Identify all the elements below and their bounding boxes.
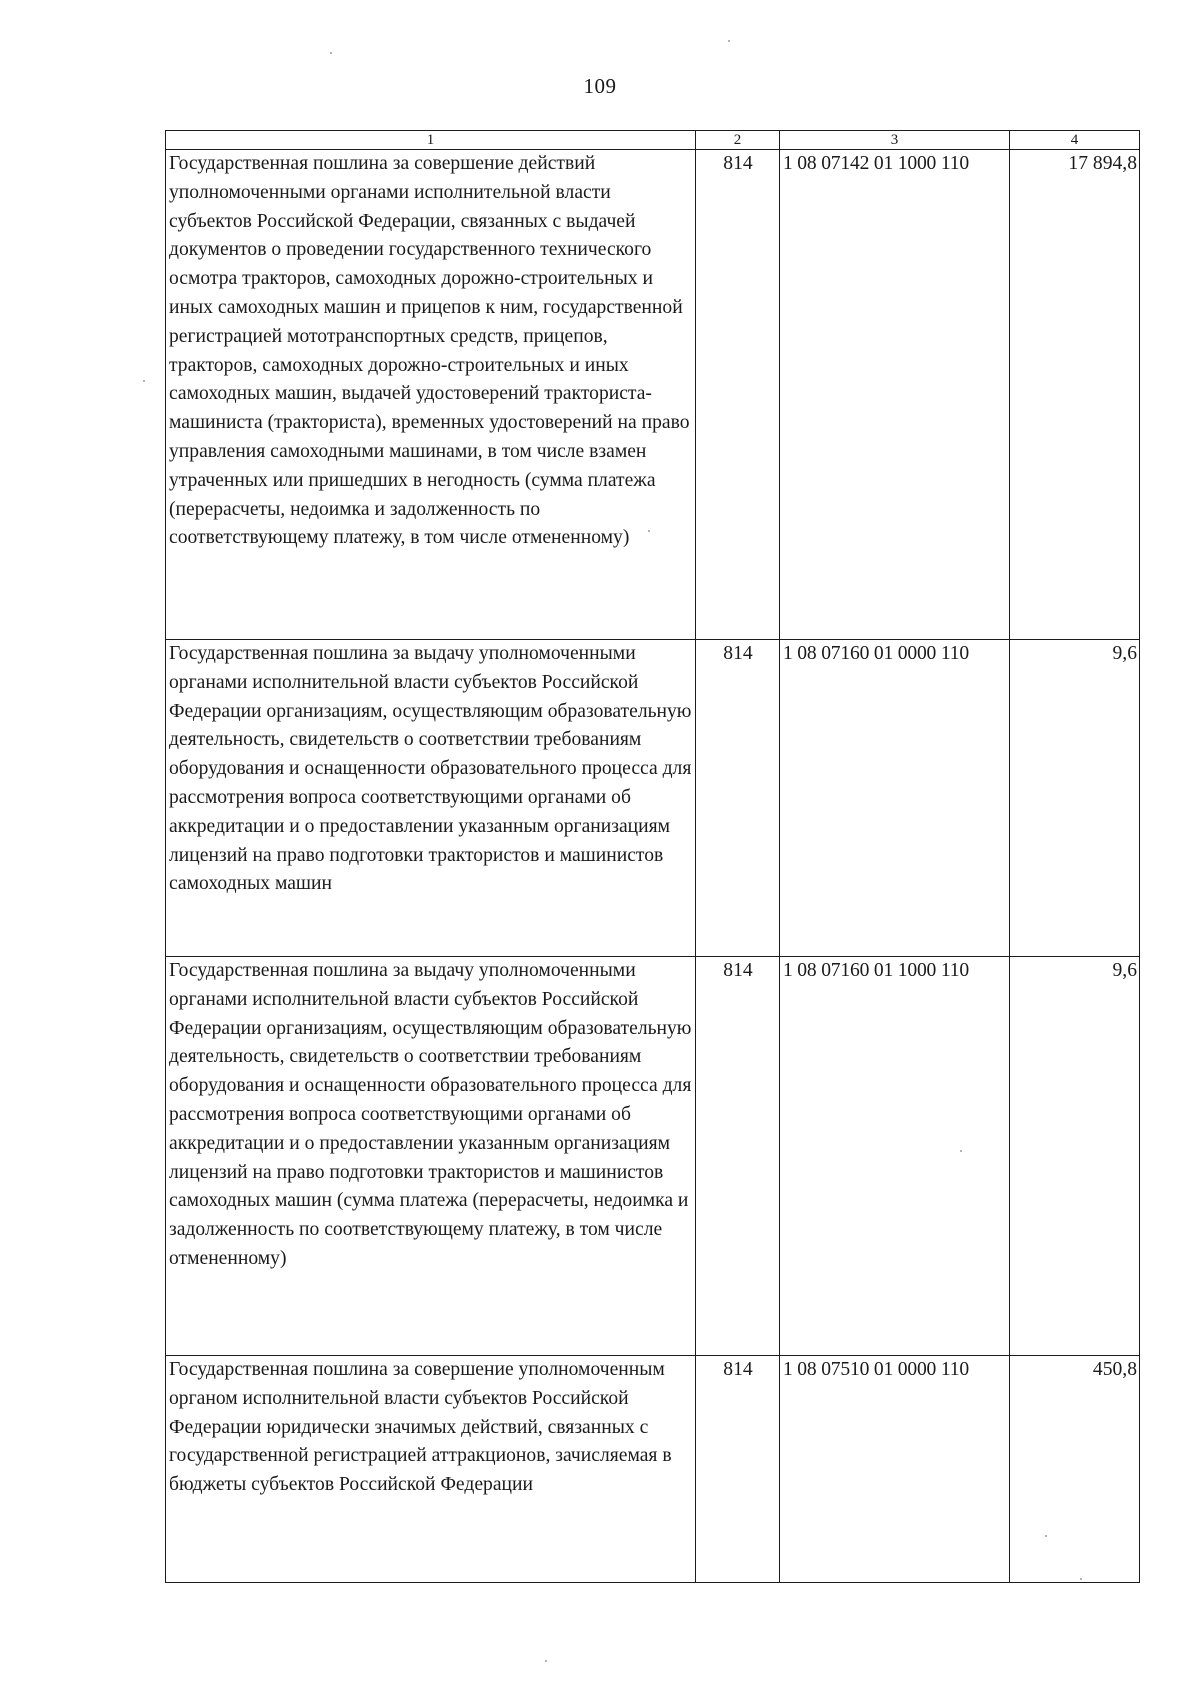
column-number-4: 4 <box>1010 131 1140 150</box>
scan-speckle <box>330 52 332 54</box>
column-number-2: 2 <box>696 131 780 150</box>
row-admin-code: 814 <box>696 150 780 640</box>
scan-speckle <box>1045 1535 1047 1537</box>
row-amount: 9,6 <box>1010 957 1140 1356</box>
row-amount: 450,8 <box>1010 1356 1140 1583</box>
row-admin-code: 814 <box>696 1356 780 1583</box>
scan-speckle <box>960 1150 962 1152</box>
row-admin-code: 814 <box>696 640 780 957</box>
row-budget-code: 1 08 07510 01 0000 110 <box>780 1356 1010 1583</box>
table-header-row <box>166 131 1140 150</box>
column-number-1: 1 <box>166 131 696 150</box>
row-description: Государственная пошлина за выдачу уполномоченными органами исполнительной власти субъектов Российской Федерации организациям, осуществляющим образовательную деятельность, свидетельств о соответствии требованиям оборудования и оснащенности образовательного процесса для рассмотрения вопроса соответствующими органами об аккредитации и о предоставлении указанным организациям лицензий на право подготовки трактористов и машинистов самоходных машин (сумма платежа (перерасчеты, недоимка и задолженность по соответствующему платежу, в том числе отмененному) <box>166 957 696 1356</box>
table-row <box>166 1356 1140 1583</box>
row-admin-code: 814 <box>696 957 780 1356</box>
table-row <box>166 640 1140 957</box>
row-budget-code: 1 08 07160 01 1000 110 <box>780 957 1010 1356</box>
scan-speckle <box>728 40 730 42</box>
row-description: Государственная пошлина за выдачу уполномоченными органами исполнительной власти субъектов Российской Федерации организациям, осуществляющим образовательную деятельность, свидетельств о соответствии требованиям оборудования и оснащенности образовательного процесса для рассмотрения вопроса соответствующими органами об аккредитации и о предоставлении указанным организациям лицензий на право подготовки трактористов и машинистов самоходных машин <box>166 640 696 957</box>
row-amount: 9,6 <box>1010 640 1140 957</box>
page-number: 109 <box>583 74 617 98</box>
scan-speckle <box>545 1660 547 1662</box>
revenue-table <box>165 130 1140 1583</box>
column-number-3: 3 <box>780 131 1010 150</box>
row-description: Государственная пошлина за совершение уполномоченным органом исполнительной власти субъектов Российской Федерации юридически значимых действий, связанных с государственной регистрацией аттракционов, зачисляемая в бюджеты субъектов Российской Федерации <box>166 1356 696 1583</box>
row-budget-code: 1 08 07160 01 0000 110 <box>780 640 1010 957</box>
scan-speckle <box>143 380 145 382</box>
scan-speckle <box>648 530 650 532</box>
scan-speckle <box>1080 1578 1082 1580</box>
row-amount: 17 894,8 <box>1010 150 1140 640</box>
row-description: Государственная пошлина за совершение действий уполномоченными органами исполнительной власти субъектов Российской Федерации, связанных с выдачей документов о проведении государственного технического осмотра тракторов, самоходных дорожно-строительных и иных самоходных машин и прицепов к ним, государственной регистрацией мототранспортных средств, прицепов, тракторов, самоходных дорожно-строительных и иных самоходных машин, выдачей удостоверений тракториста-машиниста (тракториста), временных удостоверений на право управления самоходными машинами, в том числе взамен утраченных или пришедших в негодность (сумма платежа (перерасчеты, недоимка и задолженность по соответствующему платежу, в том числе отмененному) <box>166 150 696 640</box>
row-budget-code: 1 08 07142 01 1000 110 <box>780 150 1010 640</box>
table-row <box>166 957 1140 1356</box>
table-row <box>166 150 1140 640</box>
